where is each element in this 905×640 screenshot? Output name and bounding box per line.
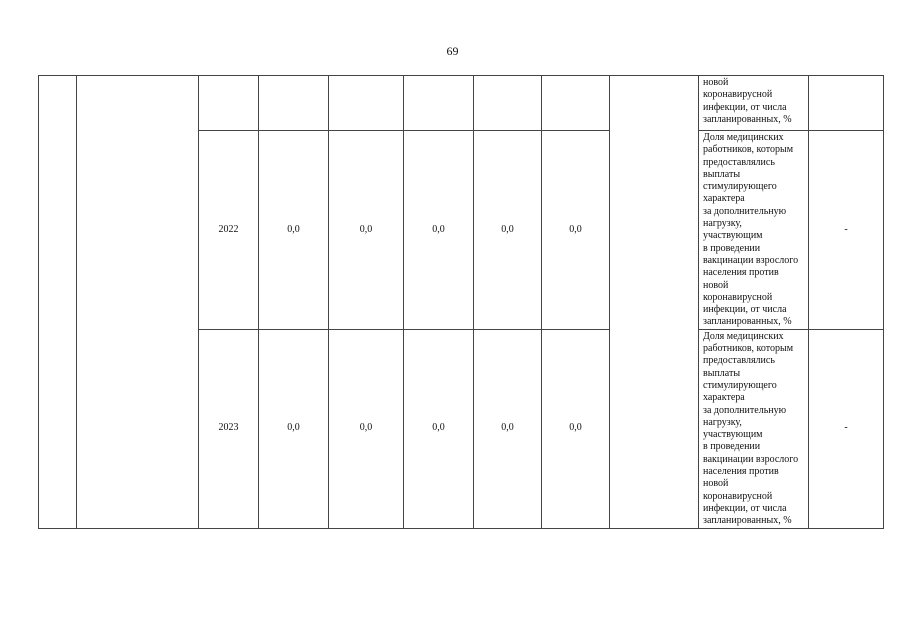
value-cell: 0,0 — [259, 131, 329, 330]
value-cell: 0,0 — [329, 131, 404, 330]
year-cell: 2022 — [199, 131, 259, 330]
year-cell — [199, 76, 259, 131]
value-cell — [404, 76, 474, 131]
value-cell: 0,0 — [329, 329, 404, 528]
value-cell: 0,0 — [259, 329, 329, 528]
indicator-cell: новой коронавирусной инфекции, от числа запланированных, % — [699, 76, 809, 131]
target-cell — [809, 76, 884, 131]
target-cell: - — [809, 329, 884, 528]
indicator-cell: Доля медицинских работников, которым предоставлялись выплаты стимулирующего характера за дополнительную нагрузку, участвующим в проведении вакцинации взрослого населения против новой коронавирусной инфекции, от числа запланированных, % — [699, 329, 809, 528]
value-cell — [259, 76, 329, 131]
target-cell: - — [809, 131, 884, 330]
value-cell — [329, 76, 404, 131]
name-cell — [77, 76, 199, 529]
year-cell: 2023 — [199, 329, 259, 528]
value-cell: 0,0 — [404, 329, 474, 528]
value-cell: 0,0 — [404, 131, 474, 330]
value-cell — [542, 76, 610, 131]
page-number: 69 — [446, 44, 459, 58]
value-cell: 0,0 — [542, 329, 610, 528]
indicator-cell: Доля медицинских работников, которым предоставлялись выплаты стимулирующего характера за дополнительную нагрузку, участвующим в проведении вакцинации взрослого населения против новой коронавирусной инфекции, от числа запланированных, % — [699, 131, 809, 330]
number-cell — [39, 76, 77, 529]
value-cell — [474, 76, 542, 131]
executor-cell — [610, 76, 699, 529]
value-cell: 0,0 — [474, 329, 542, 528]
value-cell: 0,0 — [542, 131, 610, 330]
value-cell: 0,0 — [474, 131, 542, 330]
table-row — [39, 76, 884, 131]
program-table — [38, 75, 884, 529]
